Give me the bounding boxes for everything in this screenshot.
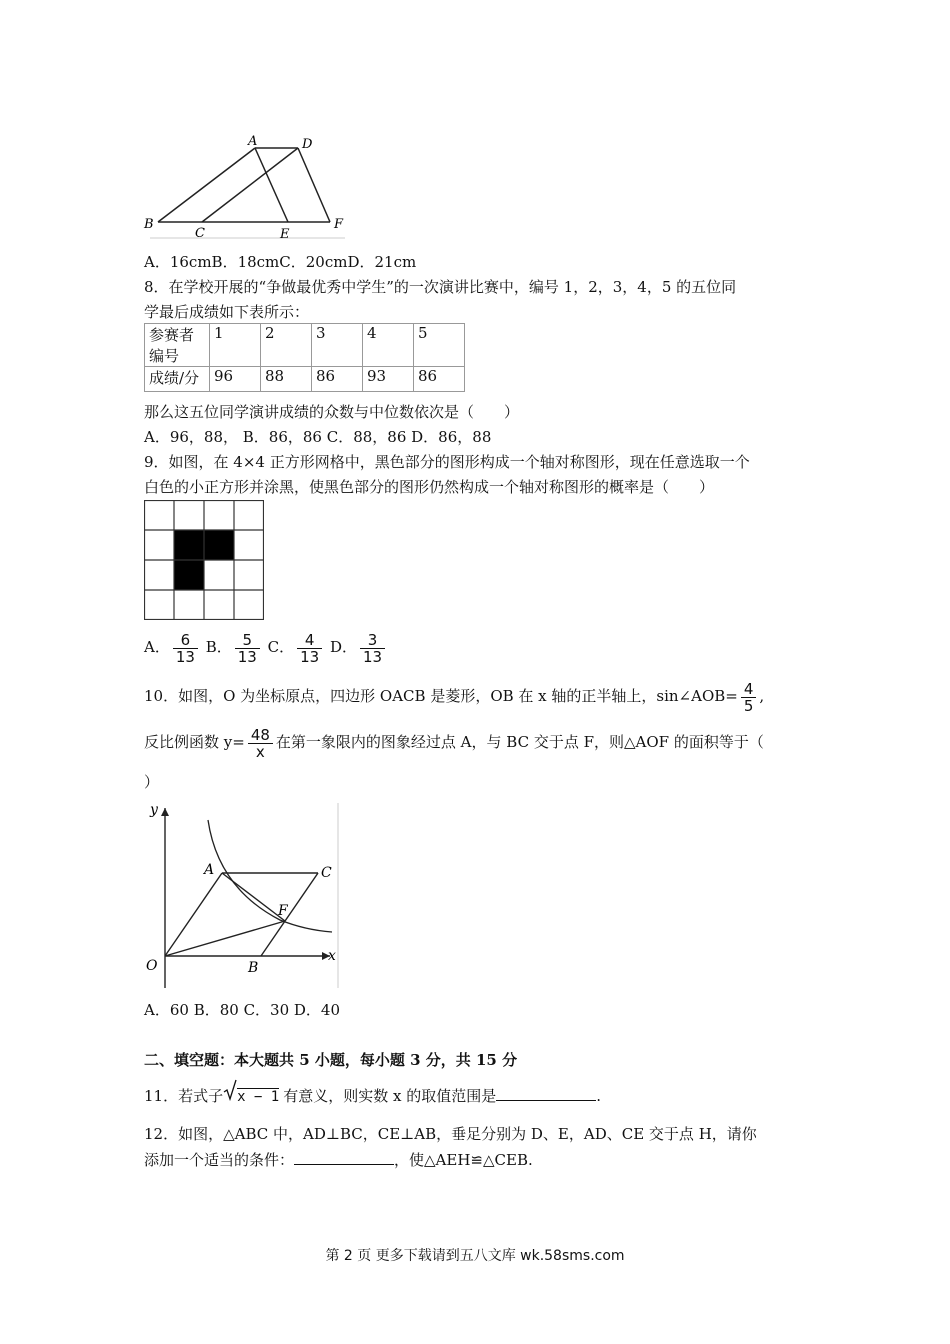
q11: 11．若式子 x − 1 有意义，则实数 x 的取值范围是 . [144, 1080, 601, 1113]
q9-line1: 9．如图，在 4×4 正方形网格中，黑色部分的图形构成一个轴对称图形，现在任意选取一个 [144, 453, 750, 471]
grid-figure [144, 500, 264, 620]
label-a: A [248, 134, 258, 149]
number-cell: 4 [363, 324, 414, 367]
q10-line3: ） [144, 773, 160, 791]
score-cell: 96 [210, 367, 261, 392]
label-f: F [278, 903, 288, 919]
q7-options: A．16cmB．18cmC．20cmD．21cm [144, 253, 417, 271]
label-x: x [328, 948, 336, 964]
label-b: B [248, 960, 259, 976]
scores-table [144, 323, 465, 392]
q8-options: A．96，88， B．86，86 C．88，86 D．86，88 [144, 428, 492, 446]
score-cell: 93 [363, 367, 414, 392]
q9-line2: 白色的小正方形并涂黑，使黑色部分的图形仍然构成一个轴对称图形的概率是（ ） [144, 478, 715, 496]
label-e: E [280, 227, 290, 242]
q12-line2: 添加一个适当的条件： ，使△AEH≌△CEB. [144, 1151, 533, 1169]
k-fraction: $\frac{48}{x}$ [248, 727, 273, 760]
label-y: y [150, 802, 158, 818]
label-c: C [195, 226, 205, 241]
fraction-c: $\frac{4}{13}$ [297, 632, 322, 665]
number-cell: 2 [261, 324, 312, 367]
section-heading: 二、填空题：本大题共 5 小题，每小题 3 分，共 15 分 [144, 1051, 518, 1069]
rhombus-figure [140, 798, 345, 993]
table-row [145, 367, 465, 392]
score-cell: 88 [261, 367, 312, 392]
label-f: F [334, 217, 344, 232]
label-a: A [204, 862, 215, 878]
sqrt-expression: x − 1 [223, 1081, 283, 1113]
trapezoid-figure [140, 130, 350, 245]
answer-blank[interactable] [496, 1086, 596, 1101]
q10-line2: 反比例函数 y= $\frac{48}{x}$ 在第一象限内的图象经过点 A，与 BC 交于点 F，则△AOF 的面积等于（ [144, 725, 764, 761]
label-c: C [321, 865, 332, 881]
label-d: D [302, 137, 313, 152]
answer-blank[interactable] [294, 1150, 394, 1165]
q8-question: 那么这五位同学演讲成绩的众数与中位数依次是（ ） [144, 403, 520, 421]
q8-line2: 学最后成绩如下表所示： [144, 303, 310, 321]
table-row [145, 324, 465, 367]
fraction-d: $\frac{3}{13}$ [360, 632, 385, 665]
fraction-a: $\frac{6}{13}$ [173, 632, 198, 665]
row-label-cell: 成绩/分 [145, 367, 210, 392]
header-cell: 参赛者 编号 [145, 324, 210, 367]
page-footer: 第 2 页 更多下载请到五八文库 wk.58sms.com [325, 1248, 625, 1264]
label-o: O [146, 958, 158, 974]
sin-fraction: $\frac{4}{5}$ [741, 681, 757, 714]
number-cell: 1 [210, 324, 261, 367]
number-cell: 5 [414, 324, 465, 367]
label-b: B [144, 217, 154, 232]
score-cell: 86 [312, 367, 363, 392]
q8-line1: 8．在学校开展的“争做最优秀中学生”的一次演讲比赛中，编号 1，2，3，4，5 的五位同 [144, 278, 737, 296]
number-cell: 3 [312, 324, 363, 367]
q10-line1: 10．如图，O 为坐标原点，四边形 OACB 是菱形，OB 在 x 轴的正半轴上，sin∠AOB= $\frac{4}{5}$ , [144, 679, 765, 715]
q12-line1: 12．如图，△ABC 中，AD⊥BC，CE⊥AB，垂足分别为 D、E，AD、CE 交于点 H，请你 [144, 1125, 757, 1143]
q10-options: A．60 B．80 C．30 D．40 [144, 1001, 341, 1019]
score-cell: 86 [414, 367, 465, 392]
q9-options: A． $\frac{6}{13}$ B． $\frac{5}{13}$ C． $\frac{4}{13}$ D． $\frac{3}{13}$ [144, 627, 388, 667]
fraction-b: $\frac{5}{13}$ [235, 632, 260, 665]
